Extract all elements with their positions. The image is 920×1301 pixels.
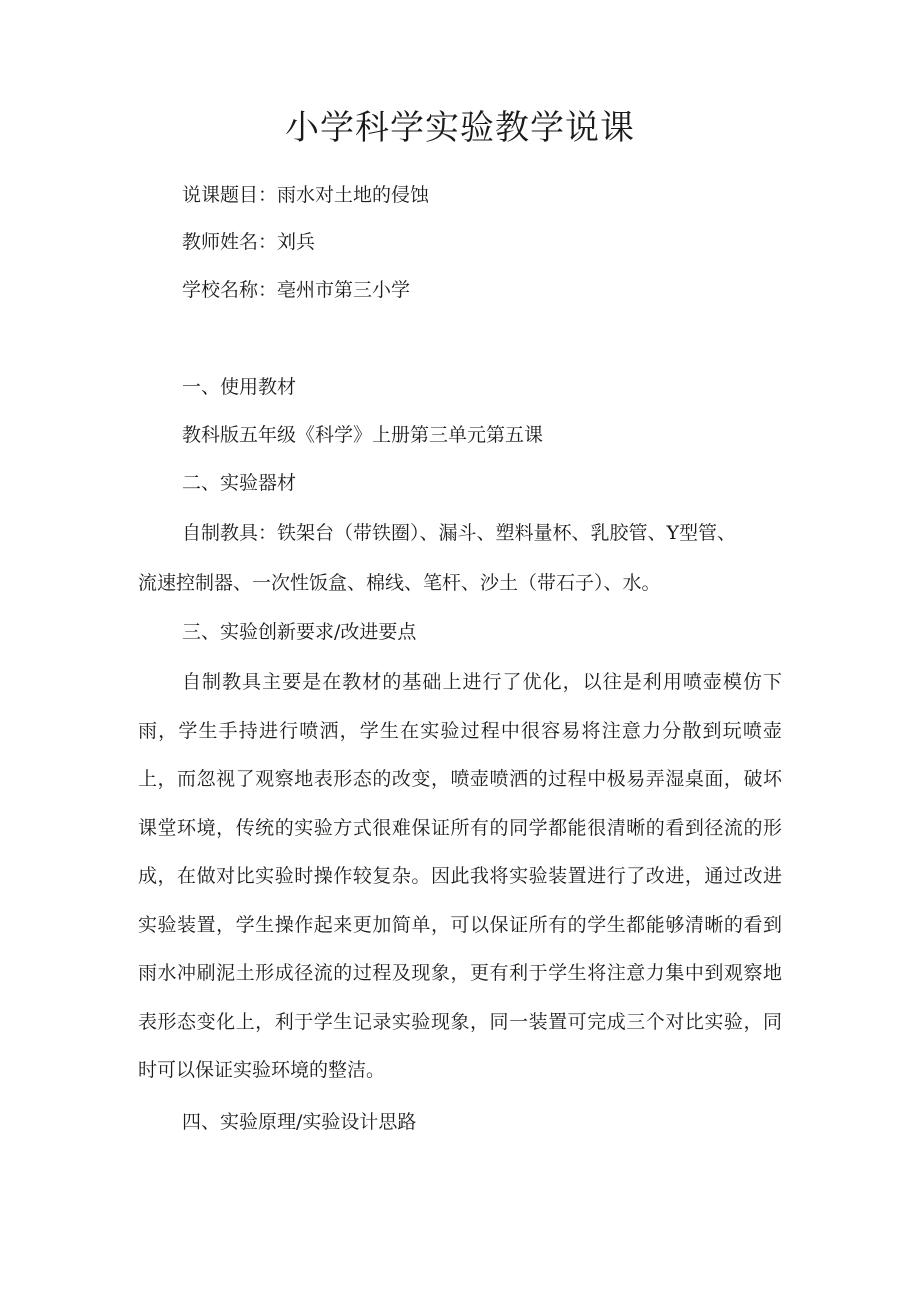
section-body-textbook: 教科版五年级《科学》上册第三单元第五课	[182, 424, 544, 446]
lesson-topic: 说课题目：雨水对土地的侵蚀	[182, 184, 430, 206]
teacher-name: 教师姓名：刘兵	[182, 231, 316, 253]
section-heading-equipment: 二、实验器材	[182, 472, 297, 494]
section-body-equipment-line2: 流速控制器、一次性饭盒、棉线、笔杆、沙土（带石子）、水。	[138, 572, 661, 594]
section-body-innovation: 自制教具主要是在教材的基础上进行了优化，以往是利用喷壶模仿下雨，学生手持进行喷洒，学生在实验过程中很容易将注意力分散到玩喷壶上，而忽视了观察地表形态的改变，喷壶喷洒的过程中极易弄湿桌面，破坏课堂环境，传统的实验方式很难保证所有的同学都能很清晰的看到径流的形成，在做对比实验时操作较复杂。因此我将实验装置进行了改进，通过改进实验装置，学生操作起来更加简单，可以保证所有的学生都能够清晰的看到雨水冲刷泥土形成径流的过程及现象，更有利于学生将注意力集中到观察地表形态变化上，利于学生记录实验现象，同一装置可完成三个对比实验，同时可以保证实验环境的整洁。	[138, 671, 782, 1081]
section-heading-textbook: 一、使用教材	[182, 376, 297, 398]
section-body-equipment-line1: 自制教具：铁架台（带铁圈）、漏斗、塑料量杯、乳胶管、Y型管、	[182, 522, 737, 544]
school-name: 学校名称：亳州市第三小学	[182, 279, 411, 301]
document-title: 小学科学实验教学说课	[285, 108, 635, 148]
section-heading-innovation: 三、实验创新要求/改进要点	[182, 621, 417, 643]
section-heading-principle: 四、实验原理/实验设计思路	[182, 1111, 417, 1133]
